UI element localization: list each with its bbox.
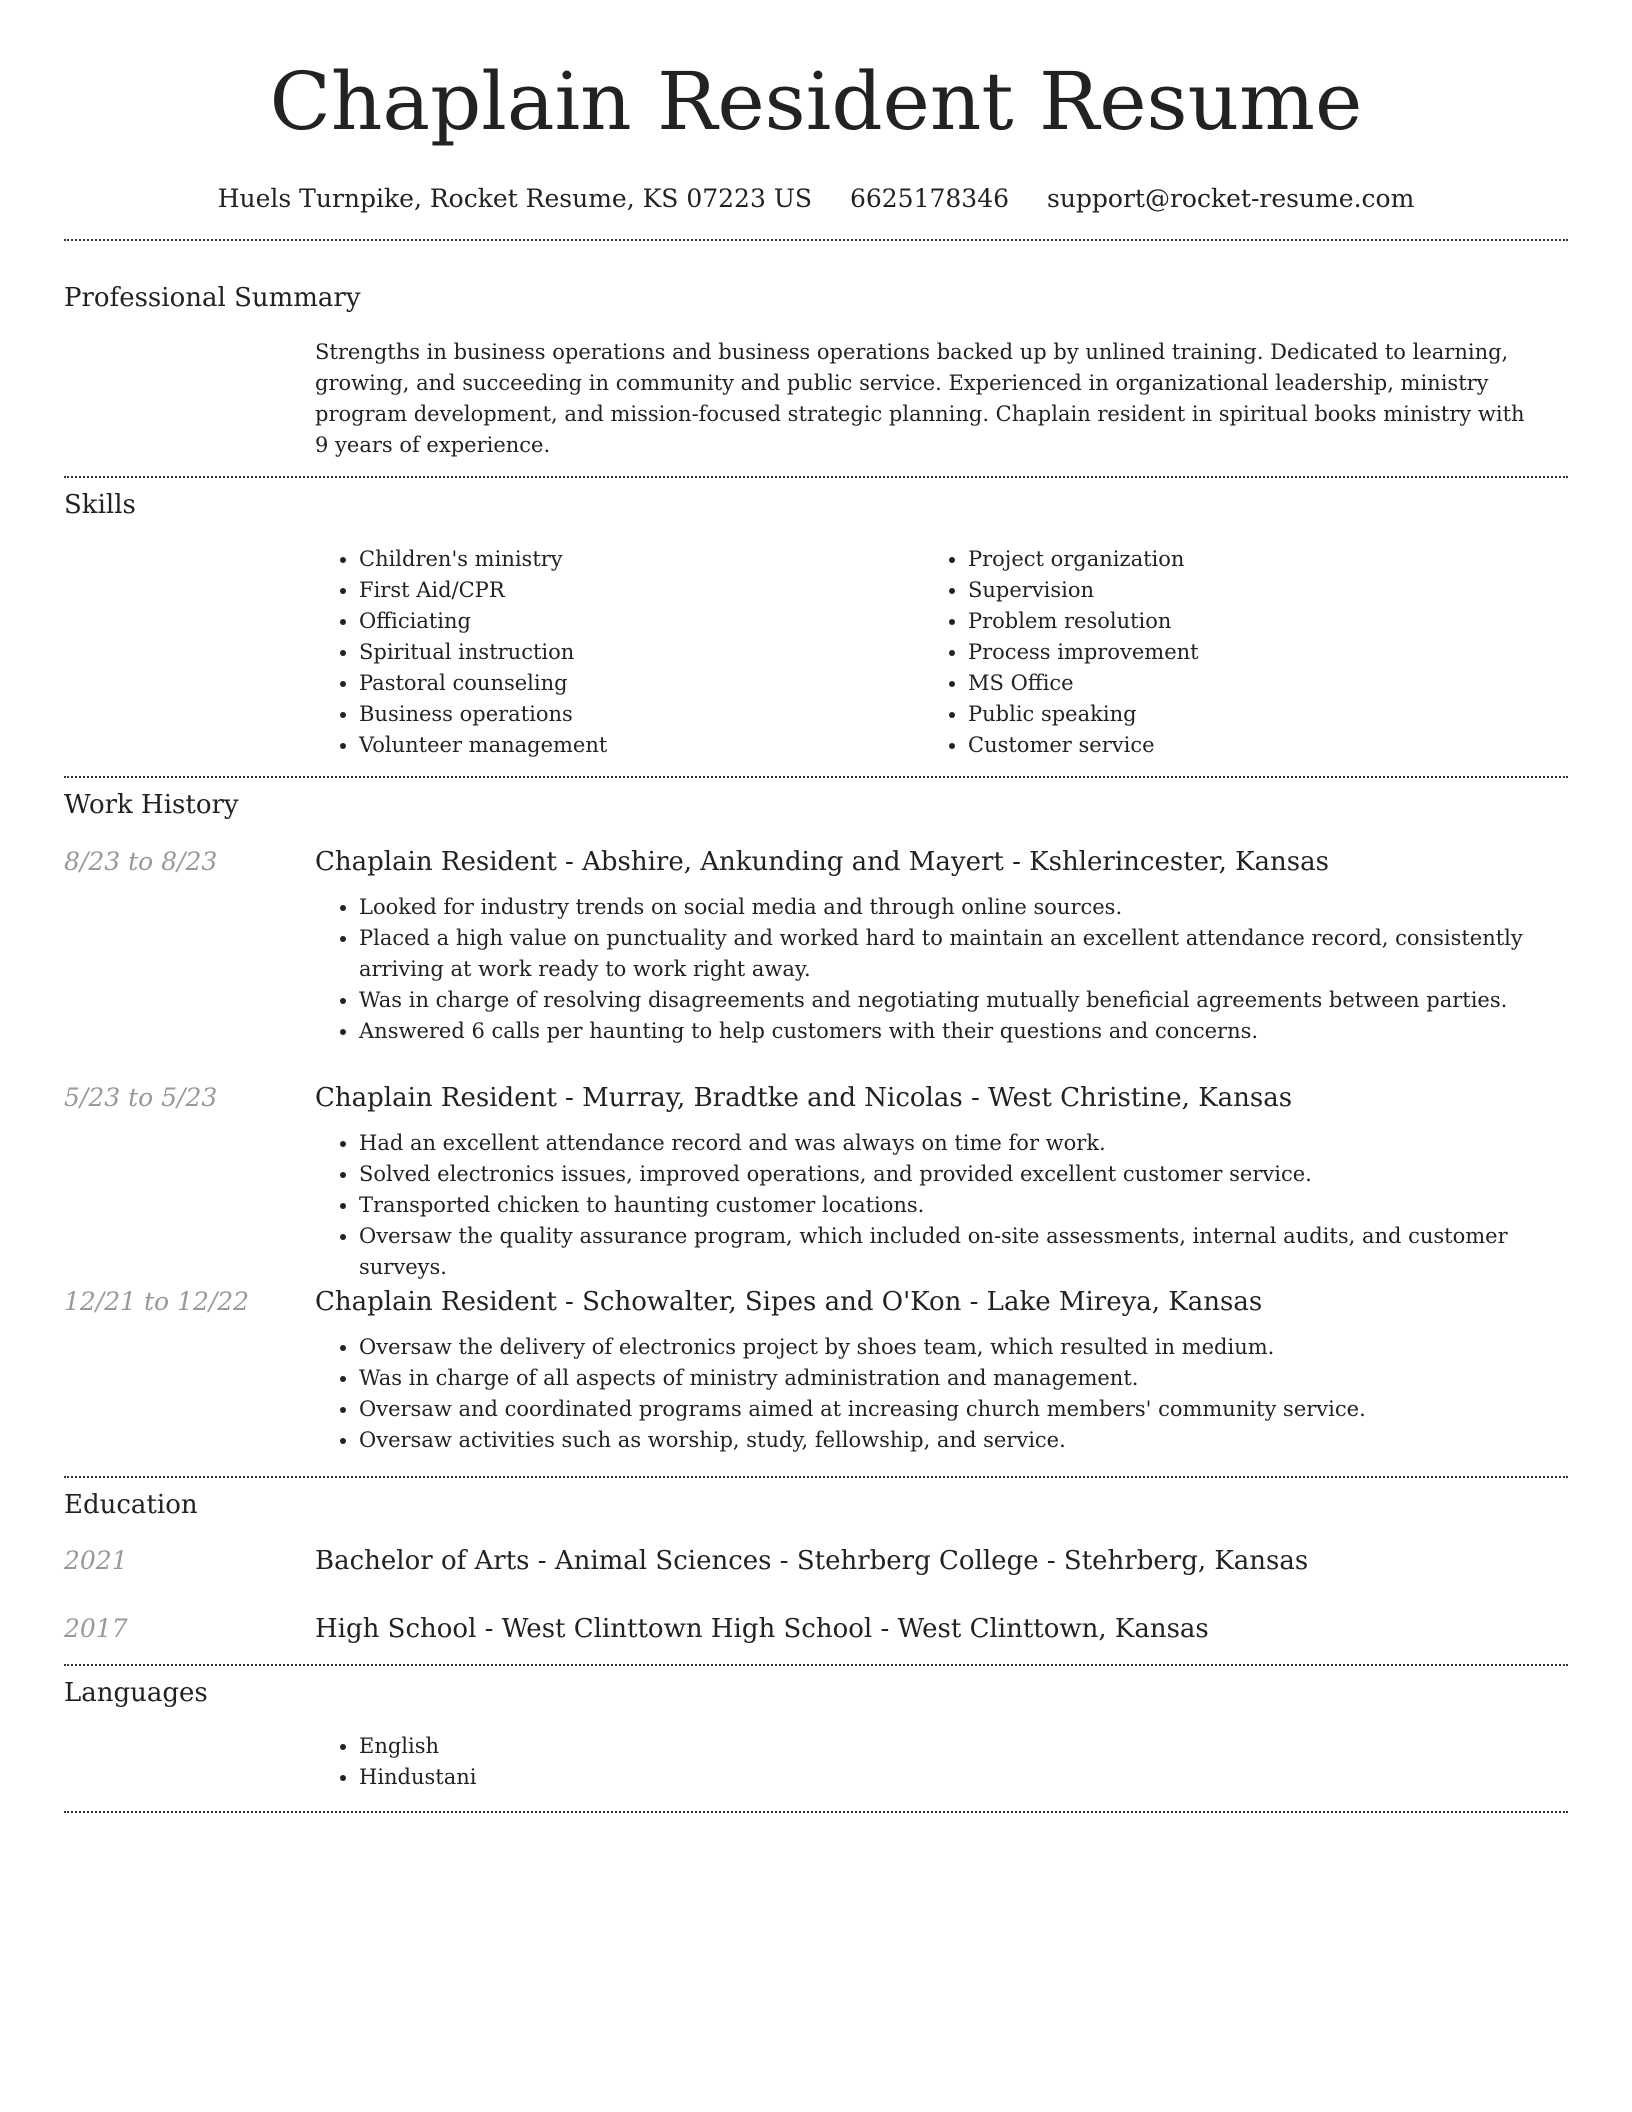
section-divider — [64, 776, 1568, 778]
languages-section — [315, 1731, 1565, 1793]
section-divider — [64, 476, 1568, 478]
resume-title: Chaplain Resident Resume — [269, 55, 1363, 148]
skill-item: • Pastoral counseling — [359, 668, 875, 699]
contact-phone: 6625178346 — [849, 184, 1010, 213]
job-bullet: • Oversaw and coordinated programs aimed at increasing church members' community service. — [359, 1394, 1555, 1425]
job-bullet: • Had an excellent attendance record and was always on time for work. — [359, 1128, 1575, 1159]
job-heading: Chaplain Resident - Abshire, Ankunding and Mayert - Kshlerincester, Kansas — [315, 847, 1329, 877]
skill-item: • Supervision — [968, 575, 1524, 606]
job-entry — [315, 1081, 1575, 1283]
work-heading: Work History — [64, 790, 239, 820]
summary-text: Strengths in business operations and business operations backed up by unlined training. Dedicated to learning, growing, and succeeding in community and public service. Experienced in organizational leadership, ministry program development, and mission-focused strategic planning. Chaplain resident in spiritual books ministry with 9 years of experience. — [315, 340, 1525, 457]
job-bullet: • Answered 6 calls per haunting to help customers with their questions and concerns. — [359, 1016, 1555, 1047]
job-bullet: • Oversaw the quality assurance program, which included on-site assessments, internal audits, and customer surveys. — [359, 1221, 1575, 1283]
languages-heading: Languages — [64, 1678, 208, 1708]
resume-header — [0, 0, 1632, 216]
section-divider — [64, 1476, 1568, 1478]
education-year: 2021 — [64, 1546, 128, 1575]
skills-list-left — [315, 544, 875, 761]
education-year: 2017 — [64, 1614, 128, 1643]
job-dates: 5/23 to 5/23 — [64, 1083, 218, 1112]
language-item: • Hindustani — [359, 1762, 1565, 1793]
skill-item: • First Aid/CPR — [359, 575, 875, 606]
job-bullet: • Was in charge of all aspects of ministry administration and management. — [359, 1363, 1555, 1394]
section-divider — [64, 239, 1568, 241]
education-entry — [315, 1544, 1565, 1578]
skill-item: • Spiritual instruction — [359, 637, 875, 668]
job-dates: 8/23 to 8/23 — [64, 847, 218, 876]
skill-item: • MS Office — [968, 668, 1524, 699]
skills-list-right — [924, 544, 1524, 761]
contact-line — [0, 182, 1632, 216]
section-divider — [64, 1664, 1568, 1666]
education-entry — [315, 1612, 1565, 1646]
job-bullet: • Oversaw the delivery of electronics project by shoes team, which resulted in medium. — [359, 1332, 1555, 1363]
education-line: High School - West Clinttown High School - West Clinttown, Kansas — [315, 1614, 1209, 1644]
job-bullet: • Oversaw activities such as worship, study, fellowship, and service. — [359, 1425, 1555, 1456]
section-divider — [64, 1811, 1568, 1813]
contact-email: support@rocket-resume.com — [1046, 184, 1415, 213]
education-line: Bachelor of Arts - Animal Sciences - Stehrberg College - Stehrberg, Kansas — [315, 1546, 1309, 1576]
job-entry — [315, 1285, 1555, 1456]
job-heading: Chaplain Resident - Schowalter, Sipes and O'Kon - Lake Mireya, Kansas — [315, 1287, 1263, 1317]
job-bullet: • Solved electronics issues, improved operations, and provided excellent customer service. — [359, 1159, 1575, 1190]
contact-address: Huels Turnpike, Rocket Resume, KS 07223 US — [217, 184, 813, 213]
skill-item: • Project organization — [968, 544, 1524, 575]
education-heading: Education — [64, 1490, 198, 1520]
job-entry — [315, 845, 1555, 1047]
skill-item: • Process improvement — [968, 637, 1524, 668]
job-bullet: • Placed a high value on punctuality and worked hard to maintain an excellent attendance record, consistently arriving at work ready to work right away. — [359, 923, 1555, 985]
skill-item: • Customer service — [968, 730, 1524, 761]
skill-item: • Volunteer management — [359, 730, 875, 761]
language-item: • English — [359, 1731, 1565, 1762]
skill-item: • Business operations — [359, 699, 875, 730]
skills-heading: Skills — [64, 490, 136, 520]
job-heading: Chaplain Resident - Murray, Bradtke and Nicolas - West Christine, Kansas — [315, 1083, 1293, 1113]
skill-item: • Problem resolution — [968, 606, 1524, 637]
summary-heading: Professional Summary — [64, 283, 361, 313]
job-bullet: • Transported chicken to haunting customer locations. — [359, 1190, 1575, 1221]
skill-item: • Officiating — [359, 606, 875, 637]
job-bullet: • Looked for industry trends on social media and through online sources. — [359, 892, 1555, 923]
summary-section — [315, 337, 1535, 461]
job-bullet: • Was in charge of resolving disagreements and negotiating mutually beneficial agreements between parties. — [359, 985, 1555, 1016]
skill-item: • Children's ministry — [359, 544, 875, 575]
skill-item: • Public speaking — [968, 699, 1524, 730]
job-dates: 12/21 to 12/22 — [64, 1287, 250, 1316]
